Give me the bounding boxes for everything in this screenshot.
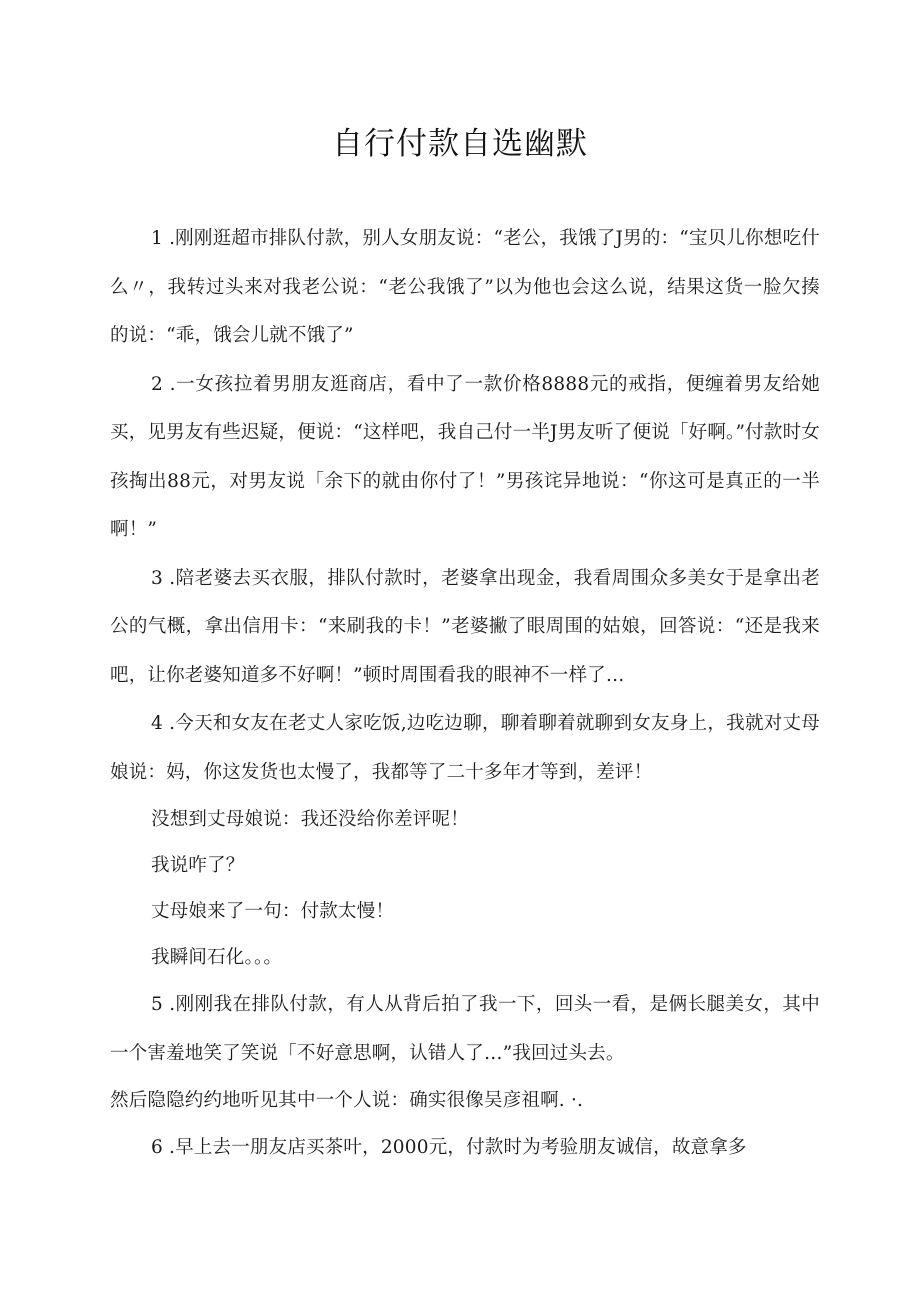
document-title: 自行付款自选幽默	[332, 126, 588, 162]
paragraph-joke-4-line-4: 丈母娘来了一句：付款太慢！	[151, 901, 395, 922]
paragraph-joke-6: 6 .早上去一朋友店买茶叶，2000元，付款时为考验朋友诚信，故意拿多	[151, 1137, 747, 1158]
paragraph-joke-3: 3 .陪老婆去买衣服，排队付款时，老婆拿出现金，我看周围众多美女于是拿出老公的气概，拿出信用卡：“来刷我的卡！”老婆撇了眼周围的姑娘，回答说：“还是我来吧，让你老婆知道多不好啊！”顿时周围看我的眼神不一样了…	[110, 567, 820, 686]
paragraph-joke-4-line-3: 我说咋了？	[151, 855, 245, 876]
paragraph-joke-5-line-2: 然后隐隐约约地听见其中一个人说：确实很像吴彦祖啊. ·.	[110, 1090, 584, 1111]
document-body	[110, 215, 820, 1173]
paragraph-joke-1: 1 .刚刚逛超市排队付款，别人女朋友说：“老公，我饿了J男的：“宝贝儿你想吃什么〃，我转过头来对我老公说：“老公我饿了”以为他也会这么说，结果这货一脸欠揍的说：“乖，饿会儿就不饿了”	[110, 228, 820, 346]
paragraph-joke-4: 4 .今天和女友在老丈人家吃饭,边吃边聊，聊着聊着就聊到女友身上，我就对丈母娘说：妈，你这发货也太慢了，我都等了二十多年才等到，差评！	[110, 713, 820, 783]
paragraph-joke-2: 2 .一女孩拉着男朋友逛商店，看中了一款价格8888元的戒指，便缠着男友给她买，见男友有些迟疑，便说：“这样吧，我自己付一半J男友听了便说「好啊。”付款时女孩掏出88元，对男友说「余下的就由你付了！”男孩诧异地说：“你这可是真正的一半啊！”	[110, 373, 820, 540]
paragraph-joke-5: 5 .刚刚我在排队付款，有人从背后拍了我一下，回头一看，是俩长腿美女，其中一个害羞地笑了笑说「不好意思啊，认错人了…”我回过头去。	[110, 994, 820, 1064]
paragraph-joke-4-line-5: 我瞬间石化。。。	[151, 947, 283, 968]
paragraph-joke-4-line-2: 没想到丈母娘说：我还没给你差评呢！	[151, 809, 469, 830]
